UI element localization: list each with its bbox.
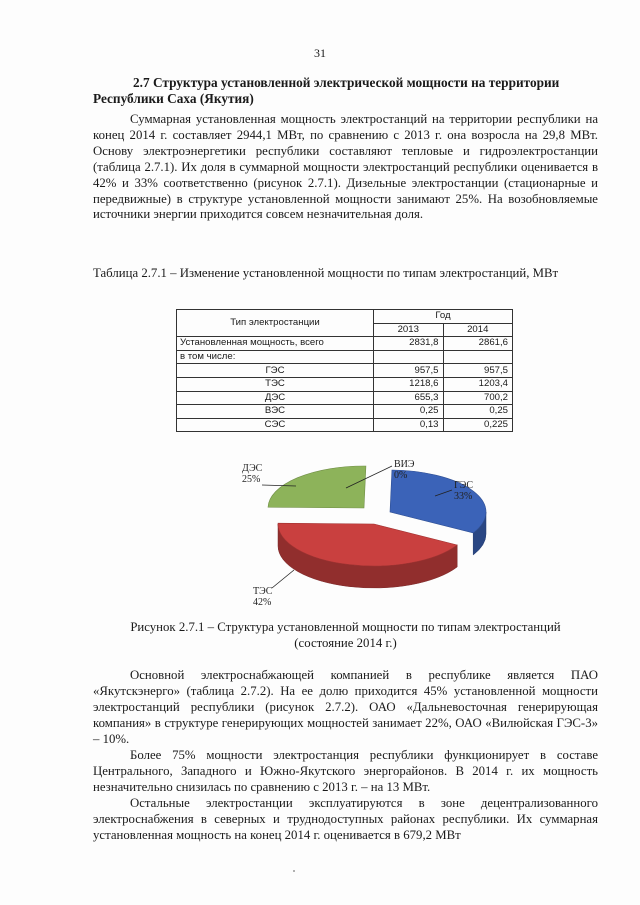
paragraph-3: Более 75% мощности электростанция республики функционирует в составе Центрального, Западного и Южно-Якутского энергорайонов. В 2014 г. их мощность незначительно снизилась по сравнению с 2013 г. – на 13 МВт.	[93, 748, 598, 794]
pie-label-name: ДЭС	[242, 463, 263, 474]
table-cell-label: Установленная мощность, всего	[177, 337, 374, 351]
table-row	[177, 405, 513, 419]
table-cell-2013: 0,13	[374, 418, 444, 432]
table-cell-2014: 0,25	[443, 405, 513, 419]
pie-label-value: 42%	[253, 597, 272, 608]
table-header-type: Тип электростанции	[177, 310, 374, 337]
table-cell-label: ТЭС	[177, 377, 374, 391]
section-heading-line1: 2.7 Структура установленной электрической мощности на территории	[133, 75, 560, 90]
table-cell-2014: 957,5	[443, 364, 513, 378]
paragraph-1: Суммарная установленная мощность электростанций на территории республики на конец 2014 г. составляет 2944,1 МВт, по сравнению с 2013 г. она возросла на 29,8 МВт. Основу электроэнергетики республики составляют тепловые и гидроэлектростанции (таблица 2.7.1). Их доля в суммарной мощности электростанций республики оценивается в 42% и 33% соответственно (рисунок 2.7.1). Дизельные электростанции (стационарные и передвижные) в структуре установленной мощности занимают 25%. На возобновляемые источники энергии приходится совсем незначительная доля.	[93, 112, 598, 222]
table-cell-label: ДЭС	[177, 391, 374, 405]
table-row	[177, 418, 513, 432]
table-row	[177, 337, 513, 351]
table-caption: Таблица 2.7.1 – Изменение установленной мощности по типам электростанций, МВт	[93, 266, 559, 280]
figure-caption	[93, 619, 598, 651]
page-number: 31	[314, 46, 326, 60]
table-cell-label: ГЭС	[177, 364, 374, 378]
table-cell-label: ВЭС	[177, 405, 374, 419]
table-row	[177, 364, 513, 378]
pie-leader-line	[272, 570, 294, 588]
figure-caption-line1: Рисунок 2.7.1 – Структура установленной мощности по типам электростанций	[130, 620, 561, 634]
table-cell-2013	[374, 350, 444, 364]
table-row	[177, 391, 513, 405]
table-row	[177, 350, 513, 364]
table-header-year: Год	[374, 310, 513, 324]
paragraph-2: Основной электроснабжающей компанией в республике является ПАО «Якутскэнерго» (таблица 2.7.2). На ее долю приходится 45% установленной мощности электростанций республики (рисунок 2.7.2). ОАО «Дальневосточная генерирующая компания» в структуре генерирующих мощностей занимает 22%, ОАО «Вилюйская ГЭС-3» – 10%.	[93, 668, 598, 746]
paragraph-4: Остальные электростанции эксплуатируются в зоне децентрализованного электроснабжения в северных и труднодоступных районах республики. Их суммарная установленная мощность на конец 2014 г. оценивается в 679,2 МВт	[93, 796, 598, 842]
figure-caption-line2: (состояние 2014 г.)	[294, 636, 397, 650]
table-cell-2013: 957,5	[374, 364, 444, 378]
table-cell-label: СЭС	[177, 418, 374, 432]
table-cell-2013: 655,3	[374, 391, 444, 405]
pie-slice-ДЭС	[268, 466, 366, 508]
table-cell-2014: 0,225	[443, 418, 513, 432]
pie-label-name: ГЭС	[454, 480, 474, 491]
table-cell-2013: 1218,6	[374, 377, 444, 391]
scan-speck	[293, 870, 295, 872]
section-heading	[93, 75, 598, 107]
section-heading-line2: Республики Саха (Якутия)	[93, 91, 254, 106]
table-header-2013: 2013	[374, 323, 444, 337]
table-cell-2013: 0,25	[374, 405, 444, 419]
table-header-2014: 2014	[443, 323, 513, 337]
pie-label-value: 0%	[394, 470, 408, 481]
pie-label-value: 33%	[454, 491, 473, 502]
pie-chart	[228, 458, 514, 608]
table-cell-2013: 2831,8	[374, 337, 444, 351]
pie-label-value: 25%	[242, 474, 261, 485]
table-cell-2014	[443, 350, 513, 364]
table-cell-2014: 1203,4	[443, 377, 513, 391]
capacity-table	[176, 309, 513, 432]
pie-label-name: ВИЭ	[394, 459, 415, 470]
table-cell-2014: 2861,6	[443, 337, 513, 351]
table-cell-label: в том числе:	[177, 350, 374, 364]
table-row	[177, 377, 513, 391]
table-cell-2014: 700,2	[443, 391, 513, 405]
pie-label-name: ТЭС	[253, 586, 273, 597]
